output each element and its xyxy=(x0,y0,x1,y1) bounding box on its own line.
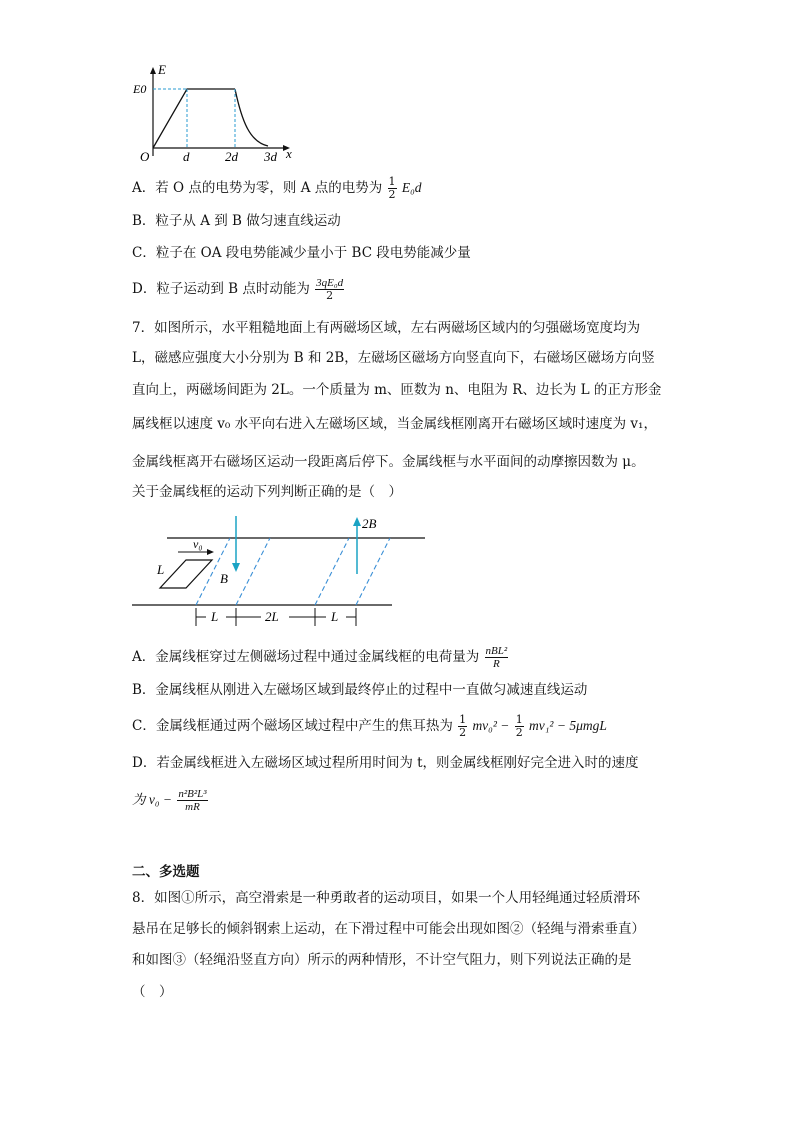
field-boundary-4 xyxy=(356,538,390,605)
v0-label: v₀ xyxy=(193,537,203,551)
2b-label: 2B xyxy=(362,516,377,531)
frame-side-label: L xyxy=(157,562,165,577)
e-curve-decay xyxy=(235,89,268,146)
q7-stem-line-5: 金属线框离开右磁场区运动一段距离后停下。金属线框与水平面间的动摩擦因数为 μ。 xyxy=(132,454,645,470)
q7-option-a: A．金属线框穿过左侧磁场过程中通过金属线框的电荷量为 $\frac{\text{nBL²}}{R}$ xyxy=(132,645,508,670)
tick-2d: 2d xyxy=(225,149,238,164)
magnetic-field-figure xyxy=(130,508,440,636)
q6-option-b: B．粒子从 A 到 B 做匀速直线运动 xyxy=(132,213,341,229)
fraction: $\frac{\text{n²B²L³}}{mR}$ xyxy=(178,788,207,813)
fraction: $\frac{1}{2}$ xyxy=(515,713,523,739)
dim-label-3: L xyxy=(331,609,339,624)
metal-frame xyxy=(160,560,212,588)
x-label: x xyxy=(286,146,292,161)
dim-label-1: L xyxy=(211,609,219,624)
q6-option-d: D．粒子运动到 B 点时动能为 $\frac{\text{3qE₀d}}{2}$ xyxy=(132,277,344,302)
fraction: $\frac{1}{2}$ xyxy=(388,175,396,201)
2b-field-arrowhead xyxy=(353,517,361,526)
q8-stem-line-3: 和如图③（轻绳沿竖直方向）所示的两种情形，不计空气阻力，则下列说法正确的是 xyxy=(132,952,632,968)
fraction: $\frac{\text{3qE₀d}}{2}$ xyxy=(316,277,344,302)
e0-label: E0 xyxy=(133,82,147,96)
e-x-graph xyxy=(130,60,310,170)
q7-option-d-line-2: 为 v₀ − $\frac{\text{n²B²L³}}{mR}$ xyxy=(132,788,207,813)
q7-option-c: C．金属线框通过两个磁场区域过程中产生的焦耳热为 $\frac{1}{2}$ mv₀² − $\frac{1}{2}$ mv₁² − 5μmgL xyxy=(132,713,607,739)
b-label: B xyxy=(220,571,228,586)
velocity-arrowhead xyxy=(207,549,214,555)
tick-3d: 3d xyxy=(264,149,277,164)
q6-option-a: A．若 O 点的电势为零，则 A 点的电势为 $\frac{1}{2}$ E₀d xyxy=(132,175,422,201)
e-curve-linear xyxy=(153,89,235,148)
q8-stem-line-2: 悬吊在足够长的倾斜钢索上运动，在下滑过程中可能会出现如图②（轻绳与滑索垂直） xyxy=(132,921,645,937)
q7-option-d-line-1: D．若金属线框进入左磁场区域过程所用时间为 t，则金属线框刚好完全进入时的速度 xyxy=(132,755,639,771)
q7-stem-line-2: L，磁感应强度大小分别为 B 和 2B，左磁场区磁场方向竖直向下，右磁场区磁场方向竖 xyxy=(132,350,655,366)
fraction: $\frac{1}{2}$ xyxy=(459,713,467,739)
q7-stem-line-4: 属线框以速度 v₀ 水平向右进入左磁场区域，当金属线框刚离开右磁场区域时速度为 v₁， xyxy=(132,416,657,432)
tick-d: d xyxy=(183,149,190,164)
dim-label-2: 2L xyxy=(265,609,279,624)
y-label: E xyxy=(158,62,166,77)
origin-label: O xyxy=(140,149,150,164)
y-axis-arrow xyxy=(150,67,156,74)
q6-option-c: C．粒子在 OA 段电势能减少量小于 BC 段电势能减少量 xyxy=(132,245,471,261)
field-boundary-3 xyxy=(315,538,349,605)
q7-stem-line-1: 7．如图所示，水平粗糙地面上有两磁场区域，左右两磁场区域内的匀强磁场宽度均为 xyxy=(132,320,641,336)
q8-stem-line-1: 8．如图①所示，高空滑索是一种勇敢者的运动项目，如果一个人用轻绳通过轻质滑环 xyxy=(132,890,641,906)
q8-stem-line-4: （ ） xyxy=(132,984,173,1000)
section-title: 二、多选题 xyxy=(132,864,200,880)
b-field-arrowhead xyxy=(232,563,240,572)
q7-stem-line-3: 直向上，两磁场间距为 2L。一个质量为 m、匝数为 n、电阻为 R、边长为 L 的正方形金 xyxy=(132,382,662,398)
field-boundary-2 xyxy=(236,538,270,605)
q7-option-b: B．金属线框从刚进入左磁场区域到最终停止的过程中一直做匀减速直线运动 xyxy=(132,682,588,698)
fraction: $\frac{\text{nBL²}}{R}$ xyxy=(485,645,508,670)
q7-stem-line-6: 关于金属线框的运动下列判断正确的是（ ） xyxy=(132,484,402,500)
